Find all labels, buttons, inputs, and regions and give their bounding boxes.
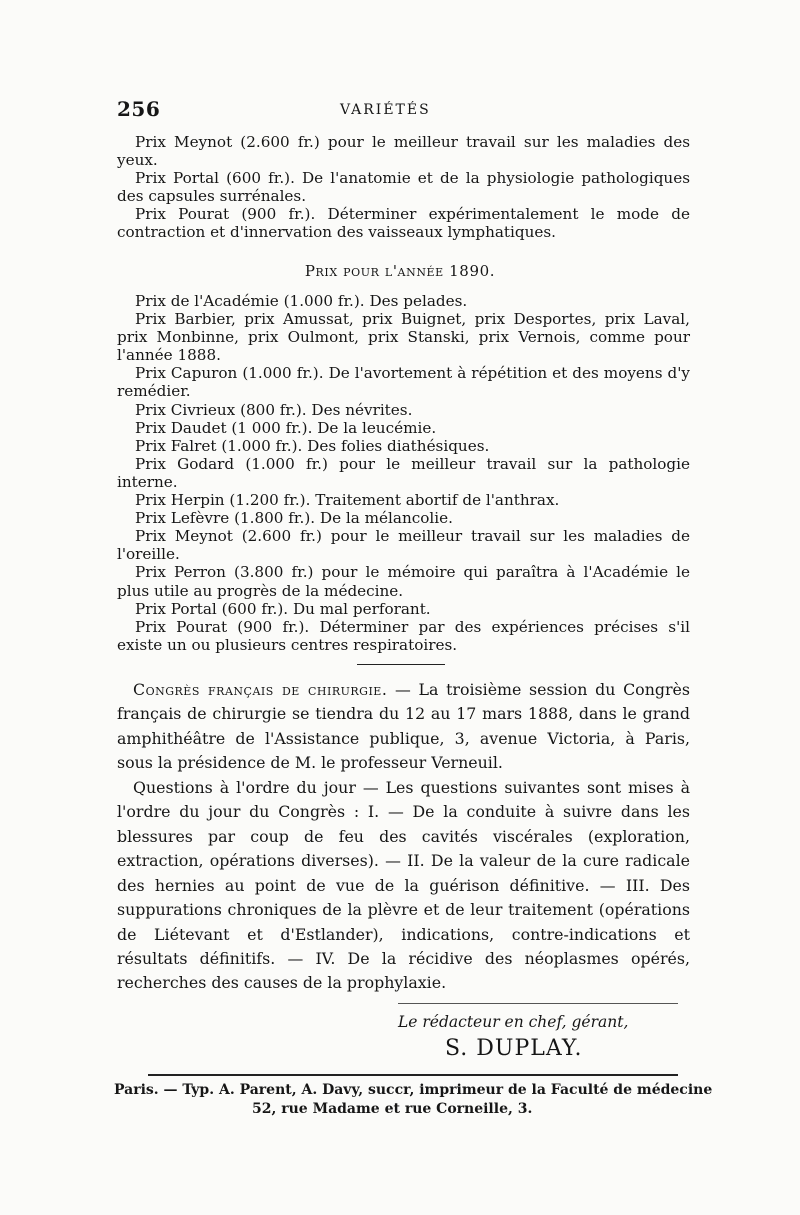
running-head: VARIÉTÉS bbox=[340, 102, 431, 118]
prize-entry: Prix Pourat (900 fr.). Déterminer par des expériences précises s'il existe un ou plusieurs centres respiratoires. bbox=[117, 617, 690, 654]
prize-entry: Prix Capuron (1.000 fr.). De l'avortement à répétition et des moyens d'y remédier. bbox=[117, 364, 690, 401]
signature-rule bbox=[398, 1003, 678, 1004]
prize-entry: Prix de l'Académie (1.000 fr.). Des pelades. bbox=[135, 292, 468, 310]
prize-entry: Prix Meynot (2.600 fr.) pour le meilleur travail sur les maladies de l'oreille. bbox=[117, 527, 690, 564]
prize-entry: Prix Falret (1.000 fr.). Des folies diathésiques. bbox=[135, 436, 490, 455]
prize-entry: Prix Lefèvre (1.800 fr.). De la mélancolie. bbox=[135, 509, 453, 528]
prize-entry: Prix Barbier, prix Amussat, prix Buignet, prix Desportes, prix Laval, prix Monbinne, prix Oulmont, prix Stanski, prix Vernois, comme pour l'année 1888. bbox=[117, 310, 690, 365]
editor-title: Le rédacteur en chef, gérant, bbox=[398, 1013, 629, 1031]
section-heading-1890: Prix pour l'année 1890. bbox=[304, 262, 496, 280]
prize-entry: Prix Perron (3.800 fr.) pour le mémoire qui paraîtra à l'Académie le plus utile au progrès de la médecine. bbox=[117, 563, 690, 600]
prize-entry: Prix Daudet (1 000 fr.). De la leucémie. bbox=[135, 418, 437, 437]
prizes-1890-list bbox=[117, 292, 690, 654]
congres-intro-paragraph bbox=[117, 678, 690, 776]
section-separator bbox=[357, 664, 445, 665]
page-number: 256 bbox=[117, 97, 161, 121]
prize-entry: Prix Portal (600 fr.). Du mal perforant. bbox=[135, 599, 431, 618]
prize-entry: Prix Herpin (1.200 fr.). Traitement abortif de l'anthrax. bbox=[135, 491, 560, 510]
congres-title: Congrès français de chirurgie. bbox=[133, 680, 388, 699]
prize-entry: Prix Meynot (2.600 fr.) pour le meilleur travail sur les maladies des yeux. bbox=[117, 133, 690, 170]
prize-entry: Prix Civrieux (800 fr.). Des névrites. bbox=[135, 400, 413, 419]
printer-address: 52, rue Madame et rue Corneille, 3. bbox=[252, 1101, 533, 1117]
footer-rule bbox=[148, 1074, 678, 1076]
prize-entry: Prix Pourat (900 fr.). Déterminer expérimentalement le mode de contraction et d'innervation des vaisseaux lymphatiques. bbox=[117, 205, 690, 242]
congres-intro: — La troisième session du Congrès français de chirurgie se tiendra du 12 au 17 mars 1888, dans le grand amphithéâtre de l'Assistance publique, 3, avenue Victoria, à Paris, sous la présidence de M. le professeur Verneuil. bbox=[117, 680, 690, 773]
congres-article bbox=[117, 678, 690, 996]
prizes-1889-list bbox=[117, 133, 690, 242]
printer-imprint: Paris. — Typ. A. Parent, A. Davy, succr, imprimeur de la Faculté de médecine bbox=[114, 1082, 713, 1098]
congres-questions: Questions à l'ordre du jour — Les questions suivantes sont mises à l'ordre du jour du Congrès : I. — De la conduite à suivre dans les blessures par coup de feu des cavités viscérales (exploration, extraction, opérations diverses). — II. De la valeur de la cure radicale des hernies au point de vue de la guérison définitive. — III. Des suppurations chroniques de la plèvre et de leur traitement (opérations de Liétevant et d'Estlander), indications, contre-indications et résultats définitifs. — IV. De la récidive des néoplasmes opérés, recherches des causes de la prophylaxie. bbox=[117, 777, 690, 993]
editor-name: S. DUPLAY. bbox=[445, 1036, 583, 1061]
prize-entry: Prix Portal (600 fr.). De l'anatomie et de la physiologie pathologiques des capsules surrénales. bbox=[117, 169, 690, 206]
prize-entry: Prix Godard (1.000 fr.) pour le meilleur travail sur la pathologie interne. bbox=[117, 454, 690, 491]
